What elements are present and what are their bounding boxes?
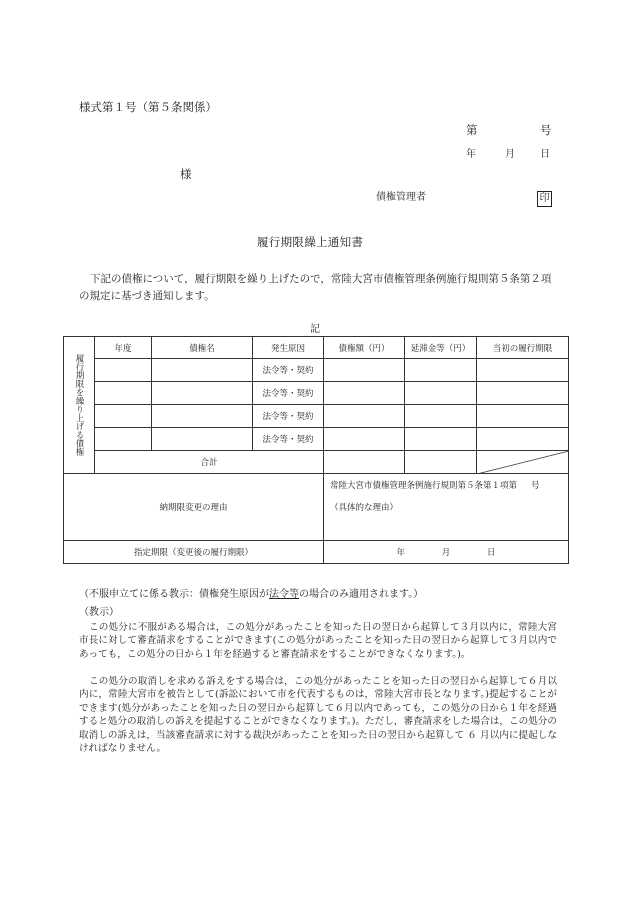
addressee-suffix: 様	[180, 167, 192, 181]
cause-cell: 法令等・契約	[253, 382, 324, 405]
deadline-row	[64, 541, 569, 564]
total-slash-cell	[477, 451, 569, 474]
side-label-cell	[64, 337, 95, 474]
header-cause: 発生原因	[253, 337, 324, 359]
reason-detail: （具体的な理由）	[330, 503, 399, 513]
claims-table	[63, 336, 569, 564]
reason-rule-suffix: 号	[531, 481, 540, 491]
form-number: 様式第１号（第５条関係）	[79, 100, 217, 114]
header-year: 年度	[95, 337, 152, 359]
ki-label: 記	[310, 324, 320, 335]
seal-mark	[537, 186, 552, 207]
cause-cell: 法令等・契約	[253, 405, 324, 428]
notice-lead-underlined: 法令等	[269, 589, 299, 600]
deadline-label: 指定期限（変更後の履行期限）	[64, 541, 324, 564]
deadline-month: 月	[441, 548, 451, 558]
table-row	[64, 428, 569, 451]
cause-cell: 法令等・契約	[253, 359, 324, 382]
deadline-day: 日	[486, 548, 496, 558]
reason-detail-cell	[324, 474, 569, 541]
date-day: 日	[540, 149, 550, 160]
body-text: 下記の債権について，履行期限を繰り上げたので，常陸大宮市債権管理条例施行規則第５条第２項の規定に基づき通知します。	[79, 273, 552, 302]
issue-number-prefix: 第	[466, 123, 478, 137]
date-month: 月	[505, 149, 515, 160]
notice-paragraph-2: この処分の取消しを求める訴えをする場合は，この処分があったことを知った日の翌日から起算して６月以内に，常陸大宮市を被告として(訴訟において市を代表するものは，常陸大宮市長となります。)提起することができます(処分があったことを知った日の翌日から起算して６月以内であっても，この処分の日から１年を経過すると処分の取消しの訴えを提起することができなくなります。)。ただし，審査請求をした場合は，この処分の取消しの訴えは，当該審査請求に対する裁決があったことを知った日の翌日から起算して ６ 月以内に提起しなければなりません。	[79, 676, 557, 755]
total-label: 合計	[95, 451, 324, 474]
deadline-year: 年	[396, 548, 406, 558]
notice-lead-post: の場合のみ適用されます。）	[299, 589, 424, 600]
reason-row	[64, 474, 569, 541]
document-title: 履行期限繰上通知書	[257, 235, 364, 249]
header-original-deadline: 当初の履行期限	[477, 337, 569, 359]
cause-cell: 法令等・契約	[253, 428, 324, 451]
notice-paragraph-1: この処分に不服がある場合は，この処分があったことを知った日の翌日から起算して３月以内に，常陸大宮市長に対して審査請求をすることができます(この処分があったことを知った日の翌日から起算して３月以内であっても，この処分の日から１年を経過すると審査請求をすることができなくなります。)。	[79, 622, 557, 660]
table-row	[64, 405, 569, 428]
seal-char: 印	[537, 191, 552, 207]
table-row	[64, 359, 569, 382]
notice-heading: （教示）	[79, 607, 119, 618]
header-penalty: 延滞金等（円）	[405, 337, 477, 359]
header-amount: 債権額（円）	[324, 337, 405, 359]
deadline-value-cell	[324, 541, 569, 564]
sender-title: 債権管理者	[376, 192, 426, 203]
reason-label: 納期限変更の理由	[64, 474, 324, 541]
header-claim-name: 債権名	[152, 337, 253, 359]
date-year: 年	[466, 149, 476, 160]
notice-lead	[79, 585, 423, 600]
slash-line	[477, 451, 569, 474]
side-label: 履行期限を繰り上げる債権	[74, 354, 84, 456]
total-row	[64, 451, 569, 474]
notice-lead-pre: （不服申立てに係る教示：債権発生原因が	[79, 589, 269, 600]
table-row	[64, 382, 569, 405]
issue-number-suffix: 号	[540, 123, 552, 137]
reason-rule: 常陸大宮市債権管理条例施行規則第５条第１項第	[330, 481, 518, 491]
